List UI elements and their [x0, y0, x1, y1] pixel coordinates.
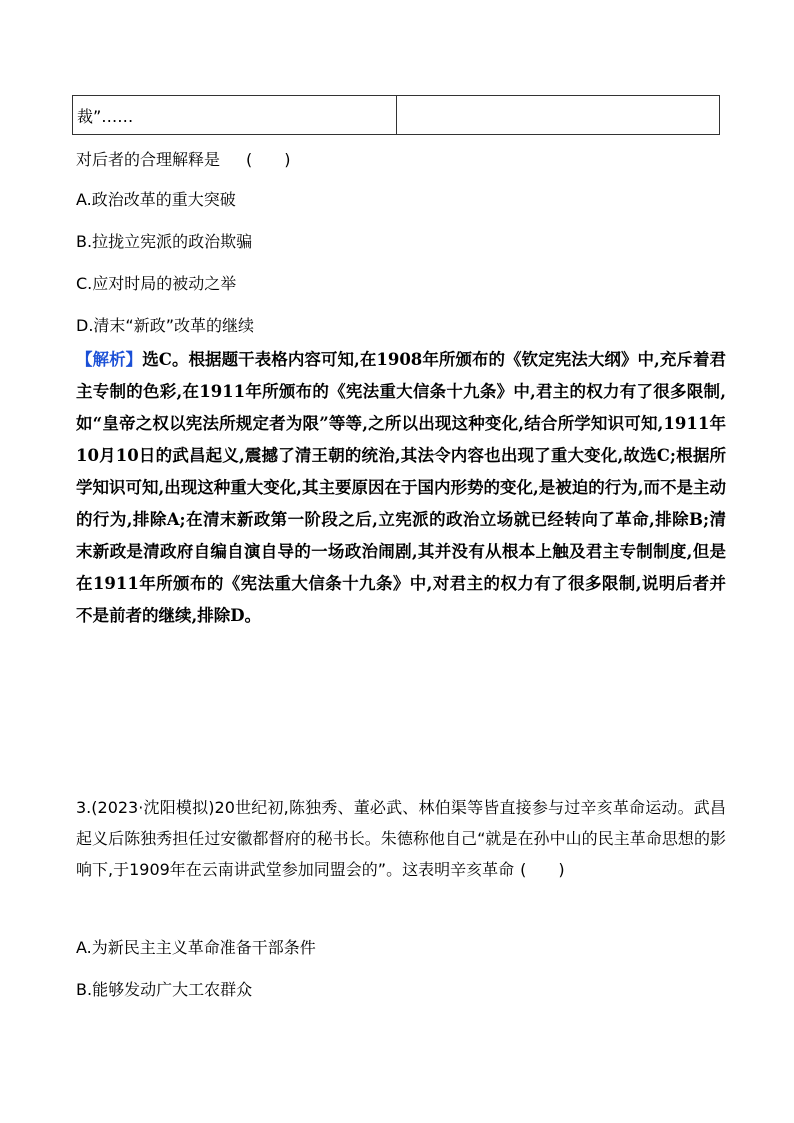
answer-parentheses: ( ) — [246, 150, 291, 169]
answer-parentheses: ( ) — [520, 860, 565, 879]
question-stem-text: 对后者的合理解释是 — [76, 150, 221, 169]
question-3-stem — [76, 792, 726, 885]
option-a: A.政治改革的重大突破 — [76, 190, 236, 209]
table-cell-text: 裁”…… — [77, 106, 134, 126]
question-3-text: 3.(2023·沈阳模拟)20世纪初,陈独秀、董必武、林伯渠等皆直接参与过辛亥革命运动。武昌起义后陈独秀担任过安徽都督府的秘书长。朱德称他自己“就是在孙中山的民主革命思想的影响下,于1909年在云南讲武堂参加同盟会的”。这表明辛亥革命 — [76, 798, 726, 879]
table-cell-left — [73, 96, 397, 134]
q3-option-b: B.能够发动广大工农群众 — [76, 980, 253, 999]
question-2-stem — [76, 150, 291, 170]
table-cell-right — [397, 96, 719, 134]
comparison-table-fragment — [72, 95, 720, 135]
option-b: B.拉拢立宪派的政治欺骗 — [76, 232, 253, 251]
option-d: D.清末“新政”改革的继续 — [76, 316, 254, 335]
q3-option-a: A.为新民主主义革命准备干部条件 — [76, 938, 316, 957]
analysis-text: 选C。根据题干表格内容可知,在1908年所颁布的《钦定宪法大纲》中,充斥着君主专制的色彩,在1911年所颁布的《宪法重大信条十九条》中,君主的权力有了很多限制,如“皇帝之权以宪法所规定者为限”等等,之所以出现这种变化,结合所学知识可知,1911年10月10日的武昌起义,震撼了清王朝的统治,其法令内容也出现了重大变化,故选C;根据所学知识可知,出现这种重大变化,其主要原因在于国内形势的变化,是被迫的行为,而不是主动的行为,排除A;在清末新政第一阶段之后,立宪派的政治立场就已经转向了革命,排除B;清末新政是清政府自编自演自导的一场政治闹剧,其并没有从根本上触及君主专制制度,但是在1911年所颁布的《宪法重大信条十九条》中,对君主的权力有了很多限制,说明后者并不是前者的继续,排除D。 — [76, 350, 727, 625]
option-c: C.应对时局的被动之举 — [76, 274, 237, 293]
analysis-block — [76, 344, 726, 632]
analysis-tag: 【解析】 — [76, 350, 143, 369]
